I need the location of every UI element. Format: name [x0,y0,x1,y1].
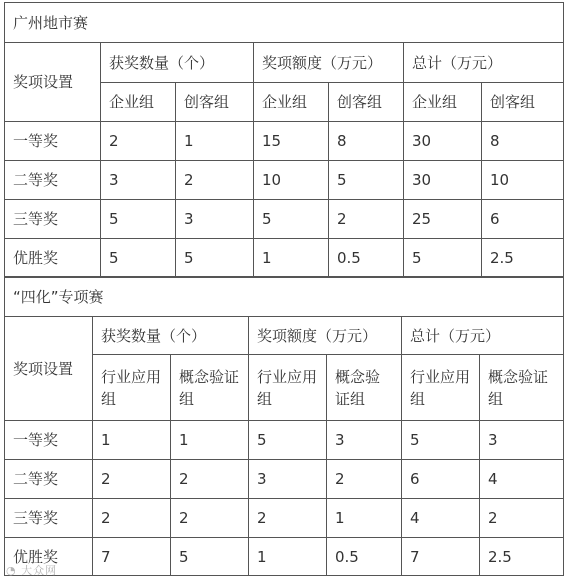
cell: 2 [171,499,249,538]
cell: 2 [93,499,171,538]
cell: 1 [249,538,327,576]
cell: 7 [402,538,480,576]
table-guangzhou [4,2,564,278]
subgroup-header: 概念验证组 [327,355,402,421]
table-row [5,239,564,278]
prize-label: 三等奖 [5,200,101,239]
cell: 6 [402,460,480,499]
cell: 5 [249,421,327,460]
cell: 2 [249,499,327,538]
cell: 2 [327,460,402,499]
prize-label: 一等奖 [5,122,101,161]
cell: 3 [101,161,176,200]
cell: 2 [176,161,254,200]
cell: 0.5 [327,538,402,576]
row-header: 奖项设置 [5,43,101,122]
cell: 15 [254,122,329,161]
prize-label: 一等奖 [5,421,93,460]
cell: 3 [327,421,402,460]
subgroup-header: 创客组 [329,83,404,122]
table-row [5,499,564,538]
table-row [5,200,564,239]
cell: 5 [402,421,480,460]
cell: 25 [404,200,482,239]
cell: 5 [171,538,249,576]
cell: 1 [254,239,329,278]
group-header: 奖项额度（万元） [254,43,404,83]
watermark-text: 大众网 [21,564,58,577]
subgroup-header: 企业组 [101,83,176,122]
cell: 5 [101,239,176,278]
prize-label: 优胜奖 [5,239,101,278]
table-row [5,538,564,576]
cell: 1 [171,421,249,460]
cell: 5 [404,239,482,278]
row-header: 奖项设置 [5,317,93,421]
cell: 4 [402,499,480,538]
cell: 2 [171,460,249,499]
subgroup-header: 创客组 [482,83,564,122]
cell: 1 [93,421,171,460]
cell: 3 [176,200,254,239]
cell: 30 [404,122,482,161]
cell: 2.5 [480,538,564,576]
cell: 1 [176,122,254,161]
prize-label: 二等奖 [5,460,93,499]
cell: 1 [327,499,402,538]
prize-label: 二等奖 [5,161,101,200]
cell: 8 [482,122,564,161]
cell: 6 [482,200,564,239]
cell: 4 [480,460,564,499]
cell: 7 [93,538,171,576]
table-row [5,460,564,499]
group-header: 总计（万元） [402,317,564,355]
subgroup-header: 行业应用组 [93,355,171,421]
cell: 3 [249,460,327,499]
prize-label: 优胜奖 [5,538,93,576]
cell: 5 [101,200,176,239]
cell: 10 [482,161,564,200]
prize-label: 三等奖 [5,499,93,538]
group-header: 奖项额度（万元） [249,317,402,355]
subgroup-header: 行业应用组 [249,355,327,421]
group-header: 总计（万元） [404,43,564,83]
cell: 2.5 [482,239,564,278]
cell: 5 [329,161,404,200]
group-header: 获奖数量（个） [93,317,249,355]
cell: 30 [404,161,482,200]
cell: 2 [480,499,564,538]
cell: 2 [329,200,404,239]
table-sihua [4,276,564,576]
table-row [5,122,564,161]
table-title: 广州地市赛 [5,3,564,43]
subgroup-header: 概念验证组 [480,355,564,421]
cell: 2 [93,460,171,499]
cell: 5 [254,200,329,239]
subgroup-header: 行业应用组 [402,355,480,421]
table-row [5,421,564,460]
watermark [6,562,57,578]
group-header: 获奖数量（个） [101,43,254,83]
subgroup-header: 企业组 [254,83,329,122]
subgroup-header: 创客组 [176,83,254,122]
subgroup-header: 概念验证组 [171,355,249,421]
cell: 3 [480,421,564,460]
cell: 10 [254,161,329,200]
watermark-logo-icon: ◔ [6,564,17,577]
cell: 0.5 [329,239,404,278]
subgroup-header: 企业组 [404,83,482,122]
cell: 2 [101,122,176,161]
cell: 8 [329,122,404,161]
table-title: “四化”专项赛 [5,277,564,317]
table-row [5,161,564,200]
cell: 5 [176,239,254,278]
